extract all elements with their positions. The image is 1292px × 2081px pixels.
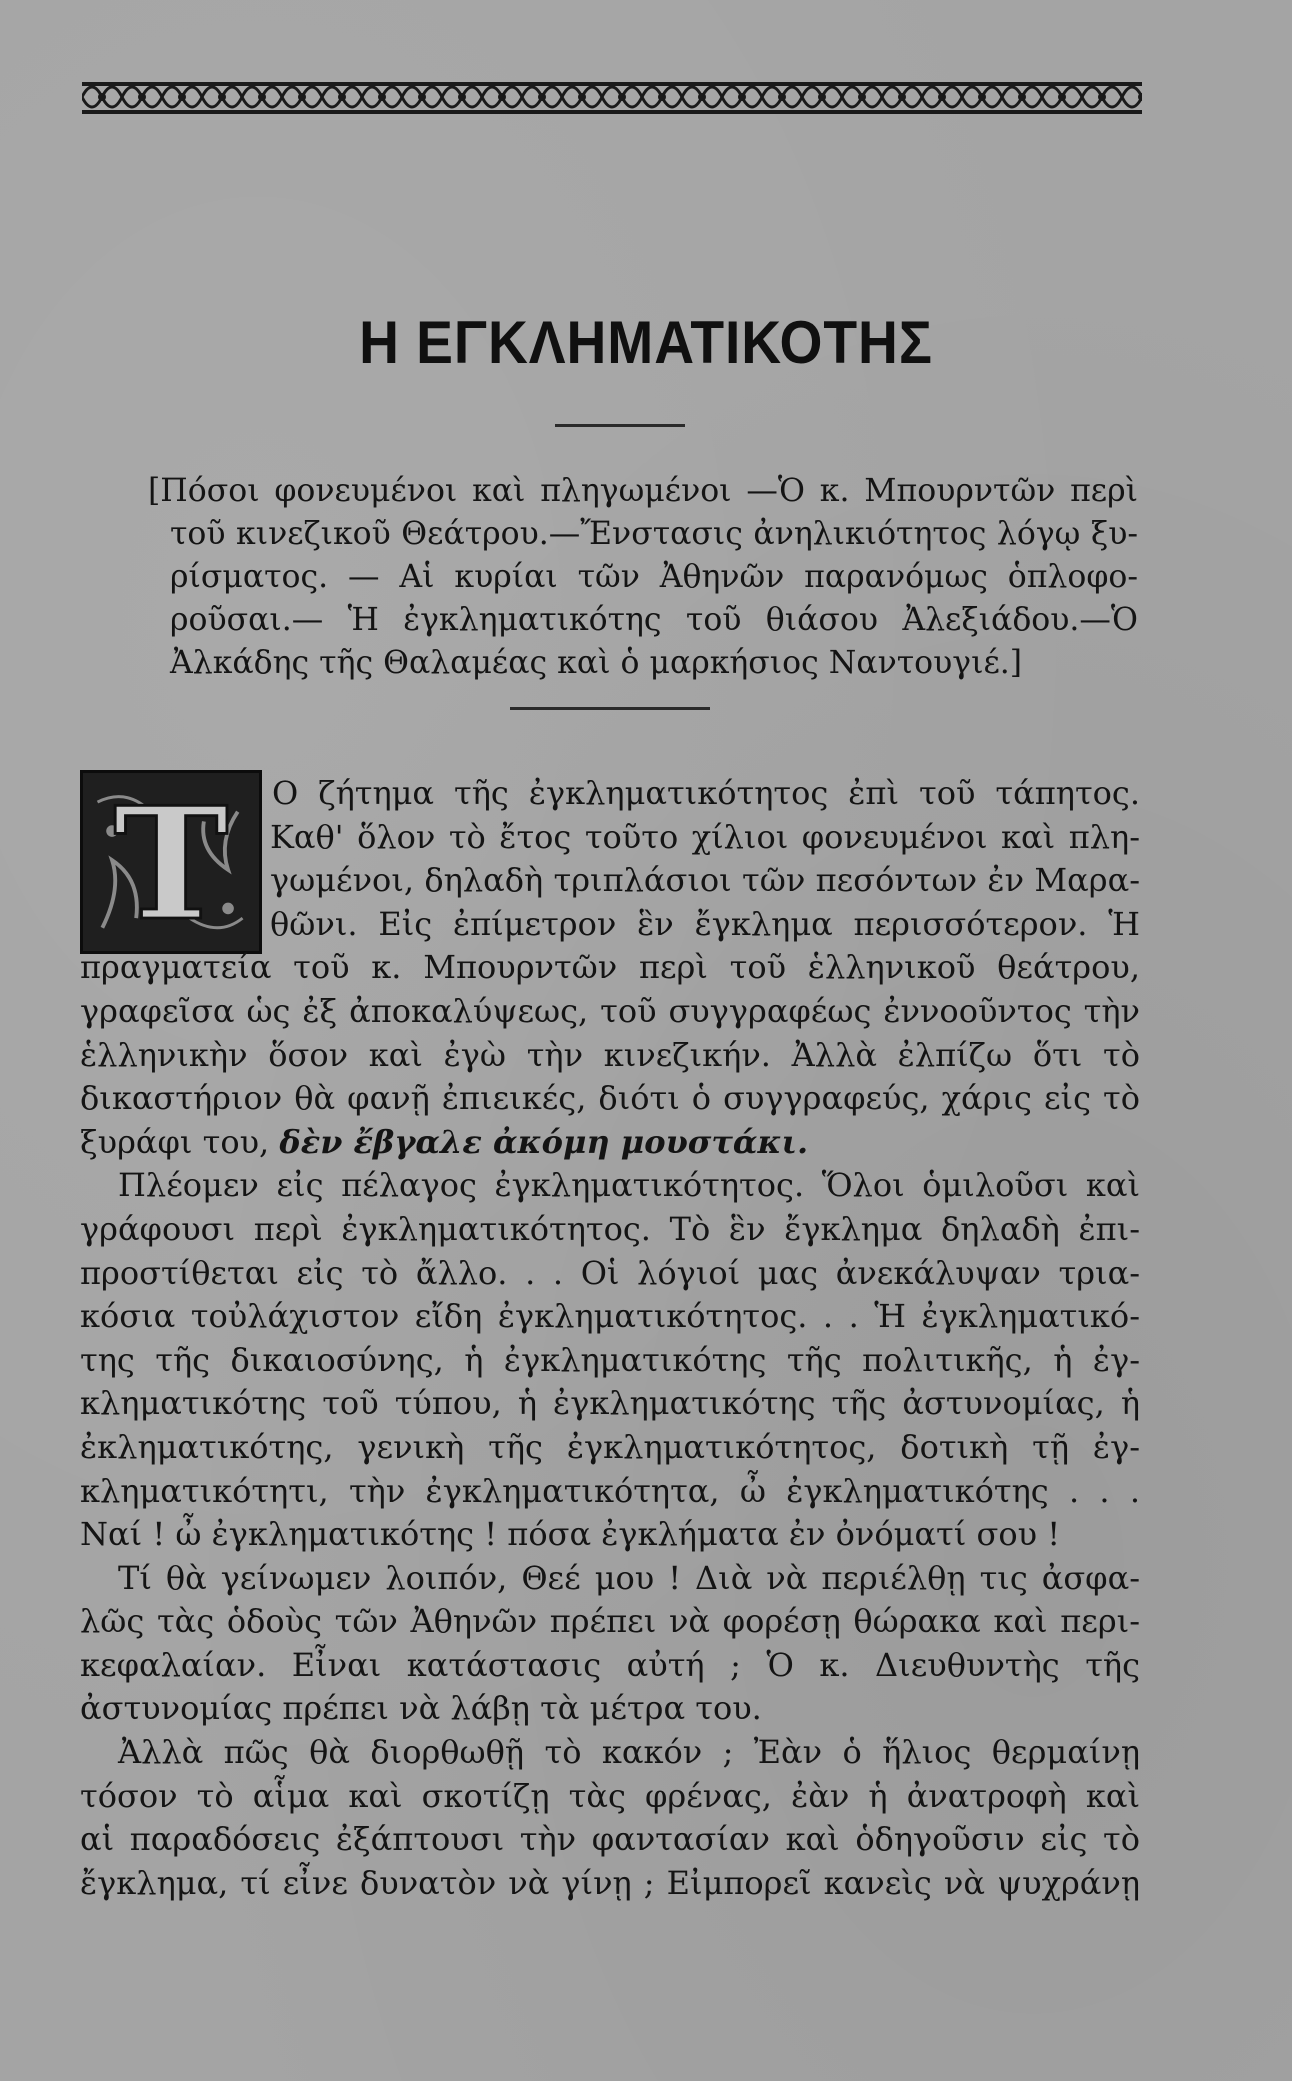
text-line: της τῆς δικαιοσύνης, ἡ ἐγκληματικότης τῆς πολιτικῆς, ἡ ἐγ- bbox=[80, 1340, 1140, 1379]
text-line: κεφαλαίαν. Εἶναι κατάστασις αὐτή ; Ὁ κ. Διευθυντὴς τῆς bbox=[80, 1645, 1140, 1684]
summary-line: Ἀλκάδης τῆς Θαλαμέας καὶ ὁ μαρκήσιος Ναντουγιέ.] bbox=[170, 645, 1023, 681]
text-line: ἐκληματικότης, γενικὴ τῆς ἐγκληματικότητος, δοτικὴ τῇ ἐγ- bbox=[80, 1427, 1140, 1466]
text-line: πραγματεία τοῦ κ. Μπουρντῶν περὶ τοῦ ἑλληνικοῦ θεάτρου, bbox=[80, 948, 1140, 987]
text-line: θῶνι. Εἰς ἐπίμετρον ἓν ἔγκλημα περισσότερον. Ἡ bbox=[270, 904, 1140, 943]
summary-line: ροῦσαι.— Ἡ ἐγκληματικότης τοῦ θιάσου Ἀλεξιάδου.—Ὁ bbox=[170, 602, 1138, 638]
summary-divider bbox=[510, 707, 710, 710]
italic-phrase: δὲν ἔβγαλε ἀκόμη μουστάκι. bbox=[279, 1122, 809, 1161]
summary-line: ρίσματος. — Αἱ κυρίαι τῶν Ἀθηνῶν παρανόμως ὁπλοφο- bbox=[170, 559, 1138, 595]
text-line: κληματικότης τοῦ τύπου, ἡ ἐγκληματικότης τῆς ἀστυνομίας, ἡ bbox=[80, 1384, 1140, 1423]
text-line: Ο ζήτημα τῆς ἐγκληματικότητος ἐπὶ τοῦ τάπητος. bbox=[272, 774, 1140, 812]
text-line: αἱ παραδόσεις ἐξάπτουσι τὴν φαντασίαν καὶ ὁδηγοῦσιν εἰς τὸ bbox=[80, 1820, 1140, 1859]
text-line: ἑλληνικὴν ὅσον καὶ ἐγὼ τὴν κινεζικήν. Ἀλλὰ ἐλπίζω ὅτι τὸ bbox=[80, 1035, 1140, 1074]
text-line: τόσον τὸ αἷμα καὶ σκοτίζῃ τὰς φρένας, ἐὰν ἡ ἀνατροφὴ καὶ bbox=[80, 1776, 1140, 1815]
text-line: ἔγκλημα, τί εἶνε δυνατὸν νὰ γίνῃ ; Εἰμπορεῖ κανεὶς νὰ ψυχράνῃ bbox=[80, 1863, 1140, 1902]
dropcap-letter: Τ bbox=[113, 774, 229, 951]
chapter-summary bbox=[148, 470, 1138, 685]
text-line: γράφουσι περὶ ἐγκληματικότητος. Τὸ ἓν ἔγκλημα δηλαδὴ ἐπι- bbox=[80, 1209, 1140, 1248]
summary-line: τοῦ κινεζικοῦ Θεάτρου.—Ἔνστασις ἀνηλικιότητος λόγῳ ξυ- bbox=[170, 516, 1138, 552]
text-line: γωμένοι, δηλαδὴ τριπλάσιοι τῶν πεσόντων ἐν Μαρα- bbox=[270, 861, 1140, 900]
text-line: Τί θὰ γείνωμεν λοιπόν, Θεέ μου ! Διὰ νὰ περιέλθῃ τις ἀσφα- bbox=[118, 1558, 1140, 1597]
text-line: προστίθεται εἰς τὸ ἄλλο. . . Οἱ λόγιοί μας ἀνεκάλυψαν τρια- bbox=[80, 1253, 1140, 1292]
text-line: κληματικότητι, τὴν ἐγκληματικότητα, ὦ ἐγκληματικότης . . . bbox=[80, 1471, 1140, 1510]
text-segment: ξυράφι του, bbox=[80, 1122, 270, 1161]
summary-line: [Πόσοι φονευμένοι καὶ πληγωμένοι —Ὁ κ. Μπουρντῶν περὶ bbox=[148, 473, 1138, 509]
main-text bbox=[80, 772, 1140, 1905]
text-line: ἀστυνομίας πρέπει νὰ λάβῃ τὰ μέτρα του. bbox=[80, 1689, 762, 1728]
text-line: δικαστήριον θὰ φανῇ ἐπιεικές, διότι ὁ συγγραφεύς, χάρις εἰς τὸ bbox=[80, 1079, 1140, 1118]
text-line: γραφεῖσα ὡς ἐξ ἀποκαλύψεως, τοῦ συγγραφέως ἐννοοῦντος τὴν bbox=[80, 991, 1140, 1030]
text-line bbox=[80, 1121, 1140, 1165]
title-divider bbox=[555, 424, 685, 427]
text-line: Ἀλλὰ πῶς θὰ διορθωθῇ τὸ κακόν ; Ἐὰν ὁ ἥλιος θερμαίνῃ bbox=[118, 1733, 1140, 1772]
text-line: κόσια τοὐλάχιστον εἴδη ἐγκληματικότητος. . . Ἡ ἐγκληματικό- bbox=[80, 1297, 1140, 1336]
text-line: Καθ' ὅλον τὸ ἔτος τοῦτο χίλιοι φονευμένοι καὶ πλη- bbox=[270, 817, 1140, 856]
text-line: λῶς τὰς ὁδοὺς τῶν Ἀθηνῶν πρέπει νὰ φορέσῃ θώρακα καὶ περι- bbox=[80, 1602, 1140, 1641]
text-line: Πλέομεν εἰς πέλαγος ἐγκληματικότητος. Ὅλοι ὁμιλοῦσι καὶ bbox=[118, 1166, 1140, 1205]
page-title: Η ΕΓΚΛΗΜΑΤΙΚΟΤΗΣ bbox=[359, 309, 933, 376]
text-line: Ναί ! ὦ ἐγκληματικότης ! πόσα ἐγκλήματα ἐν ὀνόματί σου ! bbox=[80, 1515, 1061, 1554]
decorative-border-ornament bbox=[82, 72, 1142, 122]
